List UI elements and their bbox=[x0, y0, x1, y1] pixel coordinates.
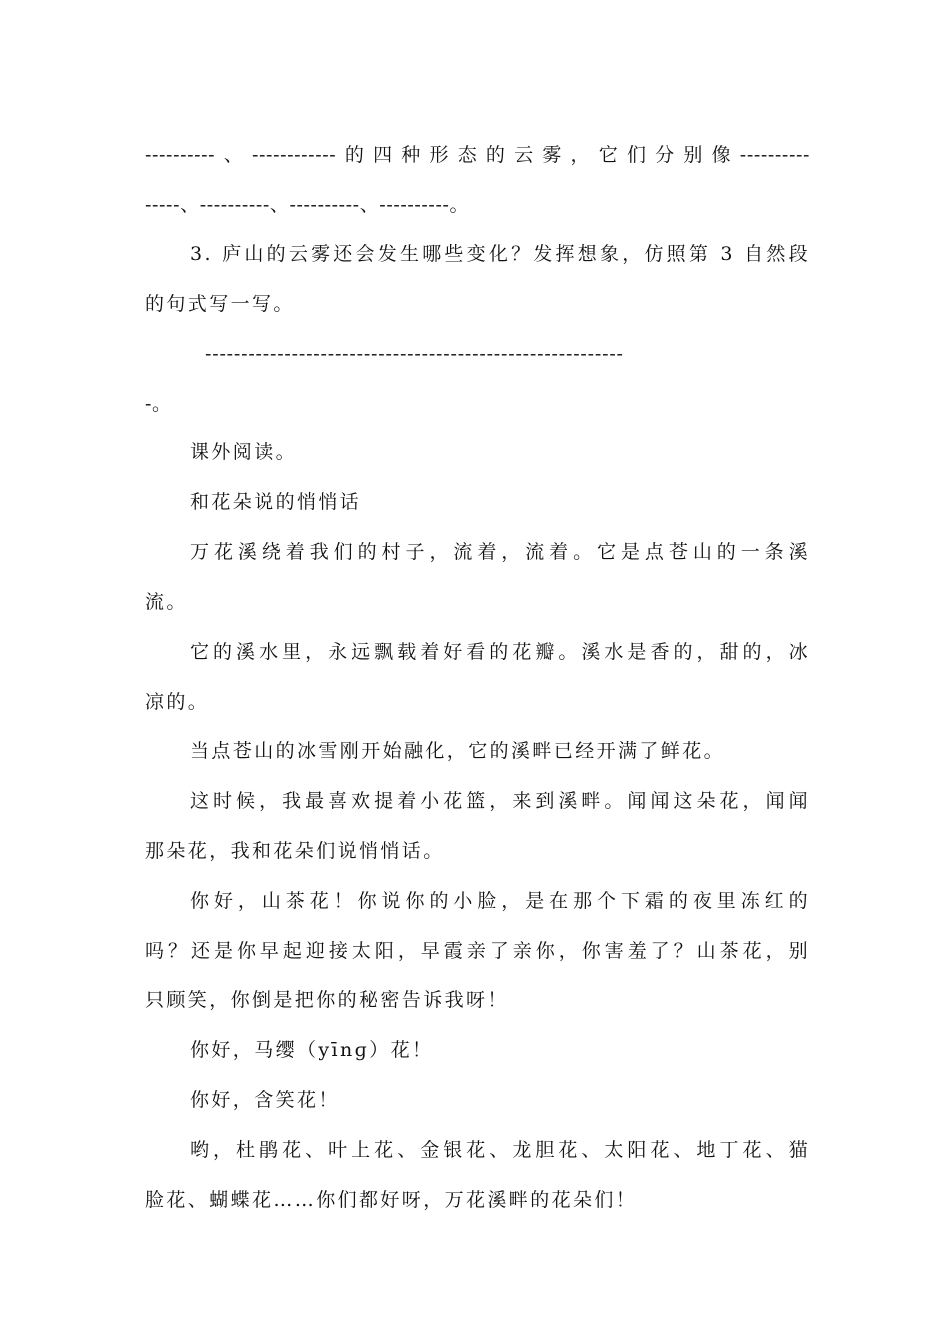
article-title: 和花朵说的悄悄话 bbox=[190, 491, 362, 513]
article-paragraph-2-line-1: 它的溪水里，永远飘载着好看的花瓣。溪水是香的，甜的，冰 bbox=[190, 641, 810, 663]
article-paragraph-1-line-2: 流。 bbox=[145, 591, 188, 613]
article-paragraph-5-line-3: 只顾笑，你倒是把你的秘密告诉我呀！ bbox=[145, 989, 509, 1011]
section-heading-extra-reading: 课外阅读。 bbox=[190, 441, 298, 463]
article-paragraph-3: 当点苍山的冰雪刚开始融化，它的溪畔已经开满了鲜花。 bbox=[190, 740, 726, 762]
article-paragraph-4-line-2: 那朵花，我和花朵们说悄悄话。 bbox=[145, 840, 445, 862]
exercise-2-line-2: -----、----------、----------、----------。 bbox=[145, 194, 470, 216]
answer-blank-line-1: ---------------------------------------------------------- bbox=[205, 343, 624, 365]
article-paragraph-2-line-2: 凉的。 bbox=[145, 691, 210, 713]
exercise-2-line-1: ----------、------------的四种形态的云雾，它们分别像---------- bbox=[145, 144, 810, 166]
exercise-3-line-1: 3. 庐山的云雾还会发生哪些变化？发挥想象，仿照第 3 自然段 bbox=[190, 243, 810, 265]
answer-blank-line-2: -。 bbox=[145, 393, 172, 415]
article-paragraph-5-line-2: 吗？还是你早起迎接太阳，早霞亲了亲你，你害羞了？山茶花，别 bbox=[145, 940, 810, 962]
article-paragraph-8-line-1: 哟，杜鹃花、叶上花、金银花、龙胆花、太阳花、地丁花、猫 bbox=[190, 1139, 810, 1161]
article-paragraph-1-line-1: 万花溪绕着我们的村子，流着，流着。它是点苍山的一条溪 bbox=[190, 541, 810, 563]
article-paragraph-6: 你好，马缨（yīnɡ）花！ bbox=[190, 1039, 434, 1061]
article-paragraph-7: 你好，含笑花！ bbox=[190, 1089, 340, 1111]
article-paragraph-5-line-1: 你好，山茶花！你说你的小脸，是在那个下霜的夜里冻红的 bbox=[190, 890, 810, 912]
article-paragraph-4-line-1: 这时候，我最喜欢提着小花篮，来到溪畔。闻闻这朵花，闻闻 bbox=[190, 790, 810, 812]
article-paragraph-8-line-2: 脸花、蝴蝶花……你们都好呀，万花溪畔的花朵们！ bbox=[145, 1189, 638, 1211]
exercise-3-line-2: 的句式写一写。 bbox=[145, 293, 295, 315]
